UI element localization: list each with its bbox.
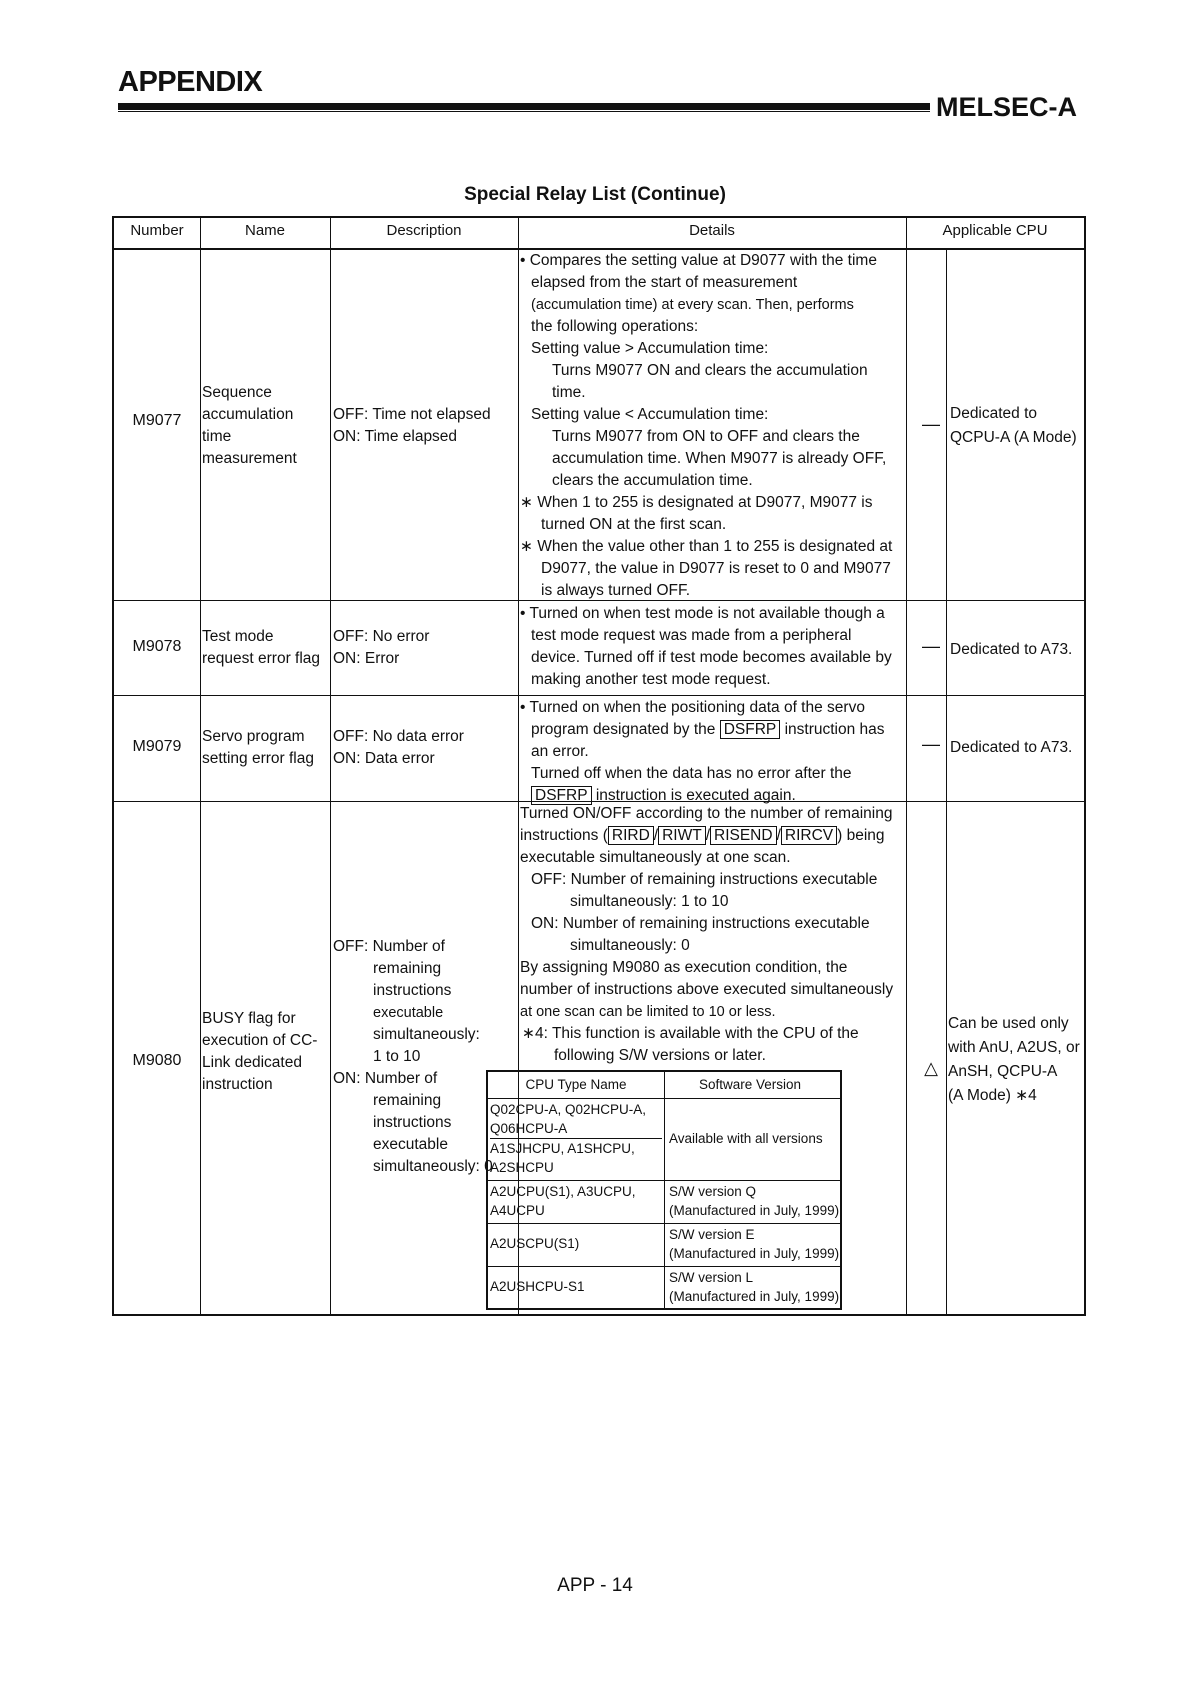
subtable-cpu-cell: Q02CPU-A, Q02HCPU-A, Q06HCPU-A A1SJHCPU, A1SHCPU, A2SHCPU <box>490 1100 662 1177</box>
relay-description: OFF: No error ON: Error <box>333 628 430 667</box>
section-title: APPENDIX <box>118 66 263 98</box>
page-number: APP - 14 <box>557 1575 633 1596</box>
instruction-riwt: RIWT <box>658 826 706 845</box>
instruction-dsfrp: DSFRP <box>531 786 592 805</box>
subtable-header-cpu: CPU Type Name <box>525 1077 627 1092</box>
subtable-cpu-cell: A2USCPU(S1) <box>490 1236 580 1251</box>
relay-number: M9079 <box>132 738 182 755</box>
col-header-description: Description <box>386 222 462 239</box>
applicability-mark: — <box>922 636 940 656</box>
subtable-version-cell: Available with all versions <box>669 1131 823 1146</box>
col-divider <box>946 248 947 1314</box>
row-divider <box>114 695 1084 696</box>
applicability-mark: — <box>922 734 940 754</box>
relay-description: OFF: Time not elapsed ON: Time elapsed <box>333 406 491 445</box>
instruction-risend: RISEND <box>710 826 777 845</box>
instruction-dsfrp: DSFRP <box>720 720 781 739</box>
subtable-version-cell: S/W version E (Manufactured in July, 1999) <box>669 1227 840 1261</box>
applicability-mark: △ <box>924 1058 938 1078</box>
col-header-number: Number <box>130 222 184 239</box>
subtable-row <box>488 1266 840 1267</box>
relay-name: BUSY flag for execution of CC- Link dedicated instruction <box>202 1010 318 1093</box>
subtable-row <box>488 1223 840 1224</box>
relay-description: OFF: No data error ON: Data error <box>333 728 464 767</box>
subtable-row <box>488 1180 840 1181</box>
subtable-header-version: Software Version <box>698 1077 802 1092</box>
brand-label: MELSEC-A <box>936 92 1077 122</box>
col-divider <box>906 218 907 1314</box>
relay-name: Sequence accumulation time measurement <box>202 384 297 467</box>
special-relay-table <box>112 216 1086 1316</box>
relay-details: • Turned on when test mode is not available though a test mode request was made from a peripheral device. Turned off if test mode becomes available by making another test mode request. <box>520 605 892 688</box>
col-header-name: Name <box>244 222 285 239</box>
relay-name: Test mode request error flag <box>202 628 321 667</box>
subtable-version-cell: S/W version Q (Manufactured in July, 1999) <box>669 1184 840 1218</box>
col-header-details: Details <box>689 222 735 239</box>
col-divider <box>330 218 331 1314</box>
subtable-cpu-cell: A2USHCPU-S1 <box>490 1279 585 1294</box>
header-rule <box>118 103 930 110</box>
applicable-cpu: Can be used only with AnU, A2US, or AnSH, QCPU-A (A Mode) ∗4 <box>948 1015 1080 1104</box>
applicability-mark: — <box>922 414 940 434</box>
relay-details: • Turned on when the positioning data of the servo program designated by the DSFRP instruction has an error. Turned off when the data has no error after the DSFRP instruction is executed again. <box>520 699 885 804</box>
subtable-cpu-cell: A2UCPU(S1), A3UCPU, A4UCPU <box>490 1184 636 1218</box>
relay-description: OFF: Number of remaining instructions executable simultaneously: 1 to 10 ON: Number of remaining instructions executable simultaneously: 0 <box>333 938 493 1175</box>
subtable-version-cell: S/W version L (Manufactured in July, 1999) <box>669 1270 840 1304</box>
header-rule-thin <box>118 111 930 112</box>
cpu-version-subtable <box>486 1070 842 1310</box>
relay-number: M9077 <box>132 412 182 429</box>
relay-number: M9078 <box>132 638 182 655</box>
instruction-rird: RIRD <box>608 826 654 845</box>
col-header-applicable-cpu: Applicable CPU <box>942 222 1048 239</box>
relay-details: Turned ON/OFF according to the number of remaining instructions ( RIRD / RIWT / RISEND / RIRCV ) being executable simultaneously at one scan. OFF: Number of remaining instructions executable simultaneously: 1 to 10 ON: Number of remaining instructions executable simultaneously: 0 By assigning M9080 as execution condition, the number of instructions above executed simultaneously at one scan can be limited to 10 or less. ∗4: This function is available with the CPU of the following S/W versions or later. <box>520 805 894 1064</box>
relay-name: Servo program setting error flag <box>202 728 314 767</box>
applicable-cpu: Dedicated to QCPU-A (A Mode) <box>950 405 1077 446</box>
relay-details: • Compares the setting value at D9077 with the time elapsed from the start of measurement (accumulation time) at every scan. Then, performs the following operations: Setting value > Accumulation time: Turns M9077 ON and clears the accumulation time. Setting value < Accumulation time: Turns M9077 from ON to OFF and clears the accumulation time. When M9077 is already OFF, clears the accumulation time. ∗ When 1 to 255 is designated at D9077, M9077 is turned ON at the first scan. ∗ When the value other than 1 to 255 is designated at D9077, the value in D9077 is reset to 0 and M9077 is always turned OFF. <box>520 252 893 599</box>
table-title: Special Relay List (Continue) <box>464 184 726 205</box>
instruction-rircv: RIRCV <box>781 826 837 845</box>
applicable-cpu: Dedicated to A73. <box>950 739 1073 756</box>
relay-number: M9080 <box>132 1052 182 1069</box>
col-divider <box>200 218 201 1314</box>
applicable-cpu: Dedicated to A73. <box>950 641 1073 658</box>
